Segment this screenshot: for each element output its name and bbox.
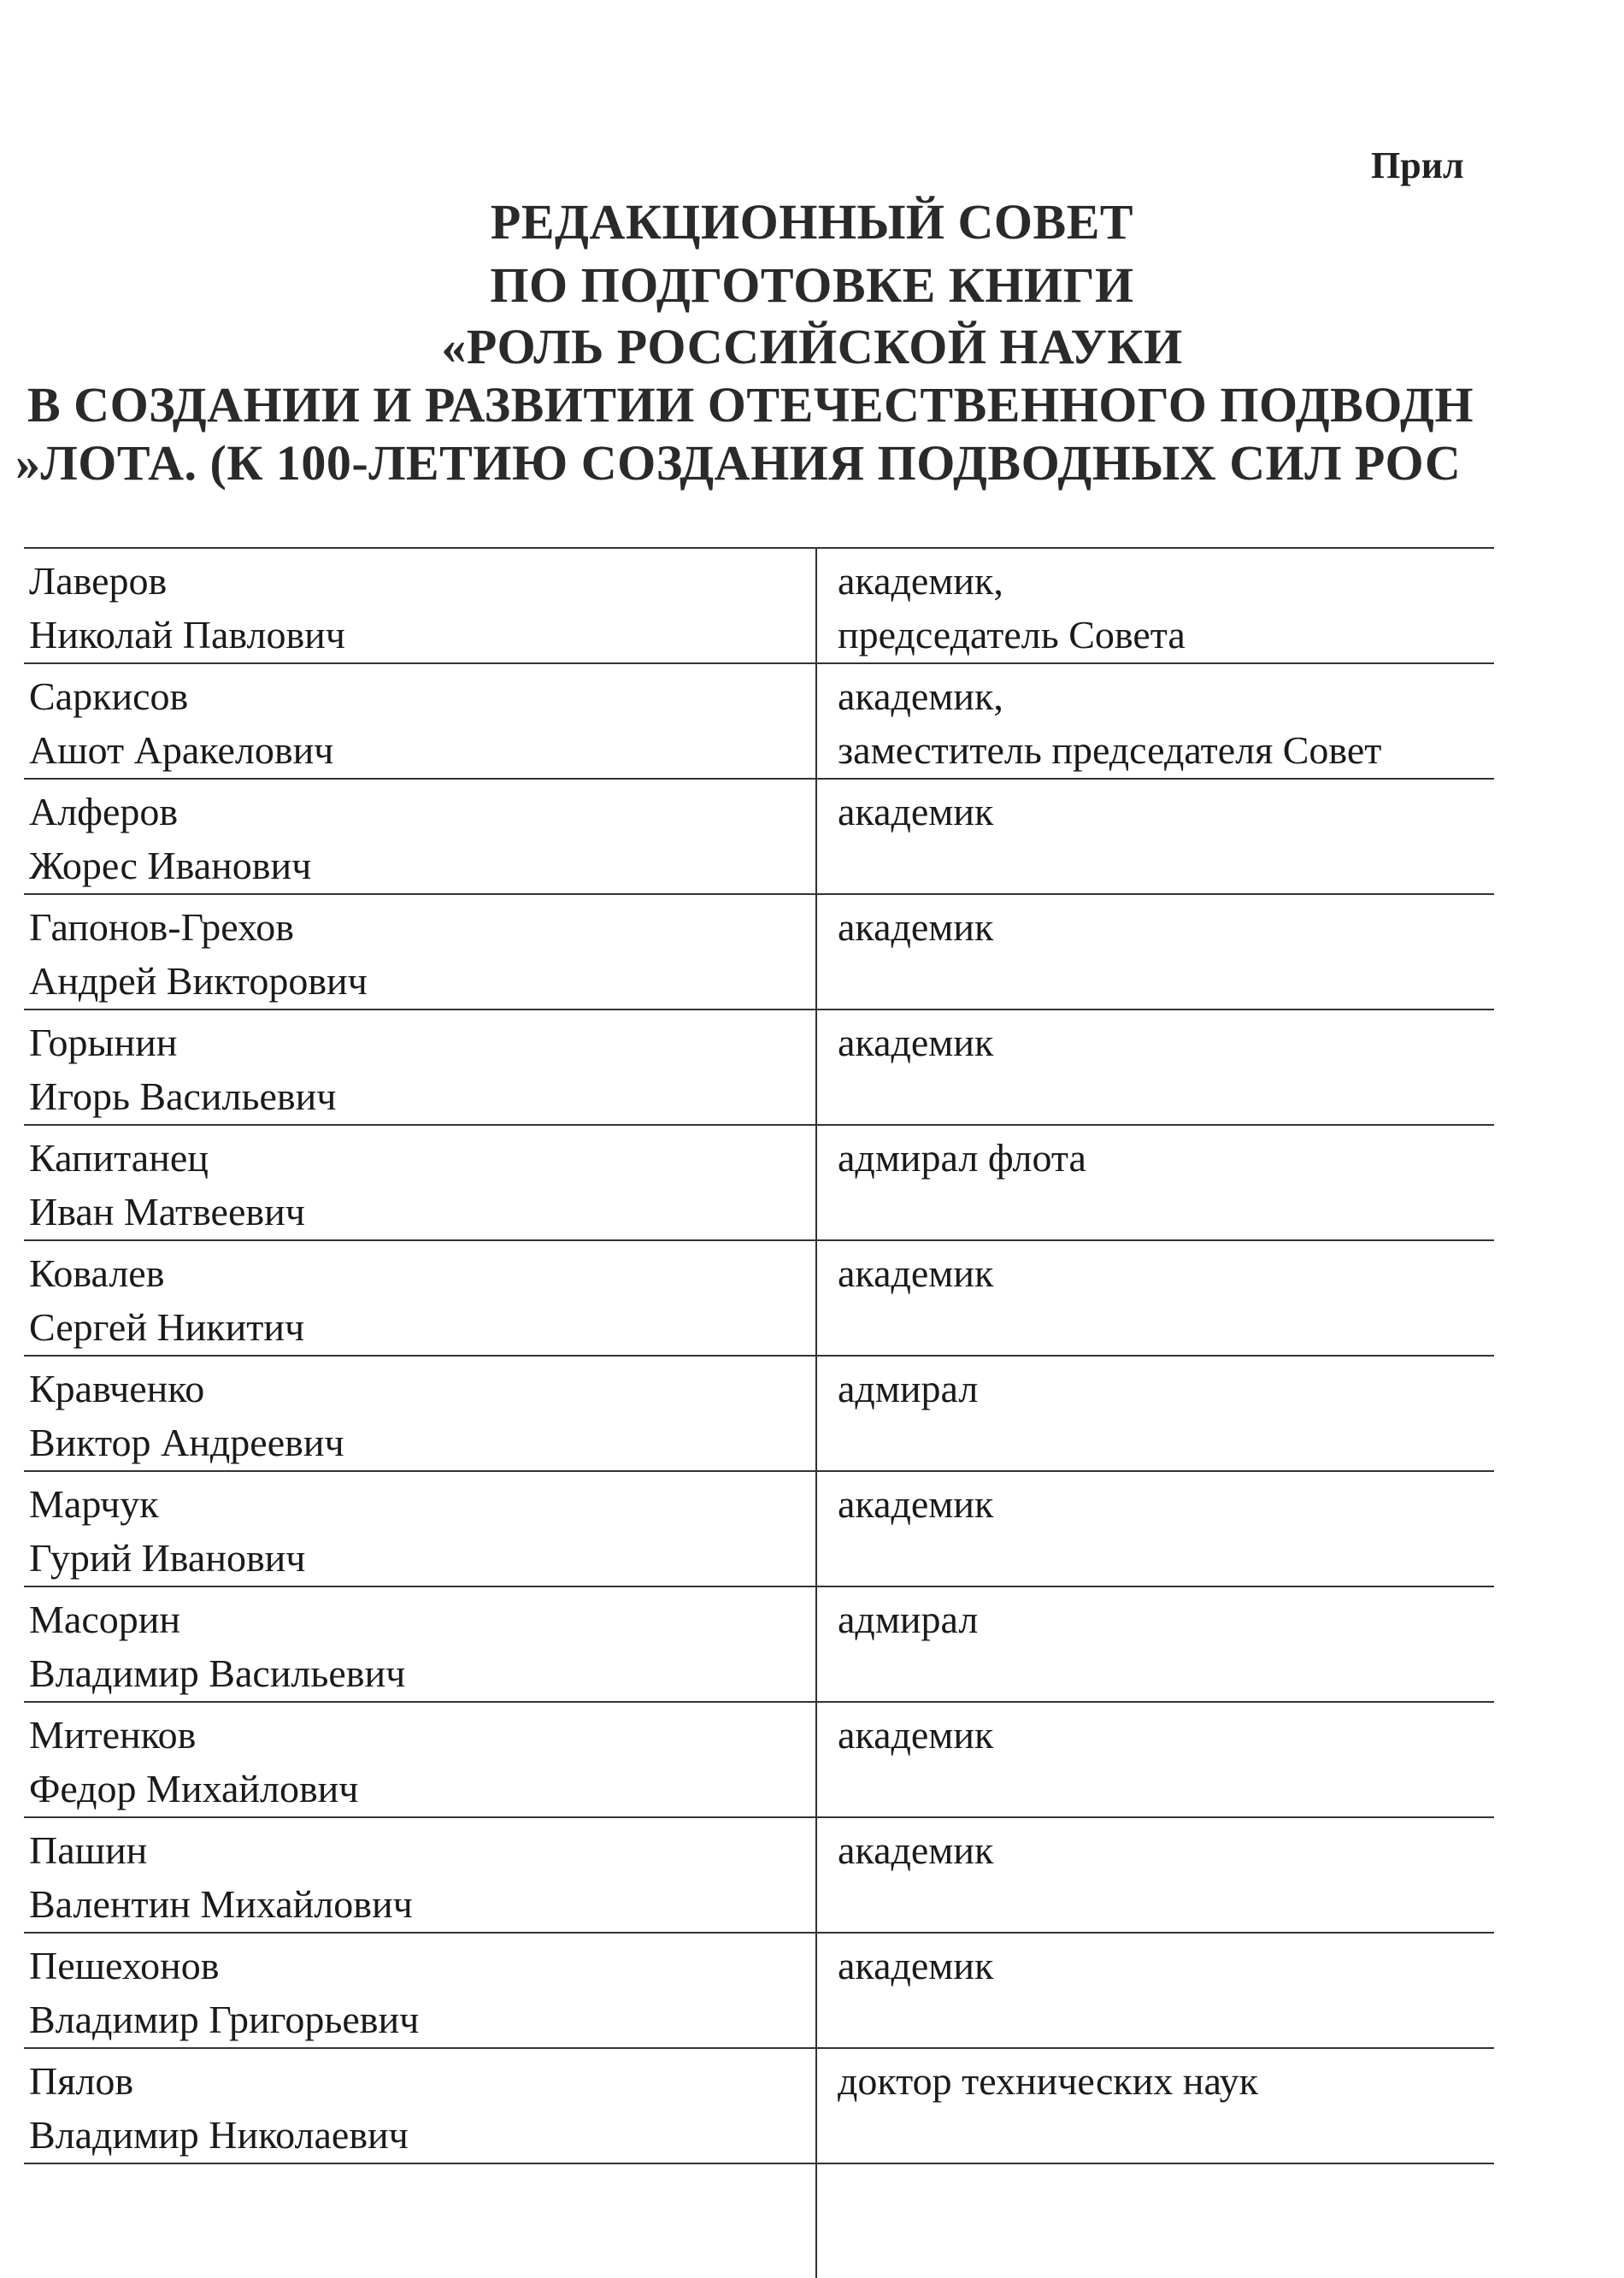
member-given-name: Николай Павлович <box>29 613 345 656</box>
member-role: адмирал флота <box>838 1136 1086 1180</box>
table-row-partial <box>24 2163 1494 2278</box>
member-name-cell <box>24 2048 816 2163</box>
member-name-cell <box>24 1010 816 1125</box>
member-role-cell <box>816 1010 1494 1125</box>
member-surname: Кравченко <box>29 1367 205 1410</box>
table-row <box>24 1586 1494 1702</box>
member-surname: Митенков <box>29 1713 197 1757</box>
member-role-cell <box>816 1356 1494 1471</box>
member-given-name: Ашот Аракелович <box>29 728 334 772</box>
table-row <box>24 1010 1494 1125</box>
member-role-cell <box>816 1240 1494 1356</box>
member-given-name: Гурий Иванович <box>29 1536 306 1580</box>
member-role: академик <box>838 1251 994 1295</box>
member-surname: Саркисов <box>29 674 189 718</box>
table-row <box>24 1933 1494 2048</box>
title-line-5: »ЛОТА. (К 100-ЛЕТИЮ СОЗДАНИЯ ПОДВОДНЫХ СИЛ РОС <box>15 435 1462 491</box>
table-row <box>24 779 1494 894</box>
member-role-cell <box>816 1471 1494 1586</box>
member-name-cell <box>24 548 816 663</box>
member-role-cell <box>816 1702 1494 1817</box>
member-name-cell <box>24 663 816 779</box>
member-role: академик <box>838 1828 994 1872</box>
member-role-cell <box>816 779 1494 894</box>
member-name-cell <box>24 1702 816 1817</box>
member-role-cell <box>816 1125 1494 1240</box>
member-surname: Алферов <box>29 790 179 833</box>
council-members-table <box>24 547 1494 2278</box>
member-surname: Капитанец <box>29 1136 209 1180</box>
title-line-4: В СОЗДАНИИ И РАЗВИТИИ ОТЕЧЕСТВЕННОГО ПОДВОДН <box>27 377 1474 433</box>
member-role: доктор технических наук <box>838 2059 1258 2103</box>
member-given-name: Жорес Иванович <box>29 844 312 887</box>
table-row <box>24 894 1494 1010</box>
member-given-name: Владимир Васильевич <box>29 1651 406 1695</box>
member-surname: Пашин <box>29 1828 148 1872</box>
member-surname: Марчук <box>29 1482 159 1526</box>
member-role-cell <box>816 1817 1494 1933</box>
member-role: академик, <box>838 674 1003 718</box>
member-surname: Лаверов <box>29 559 168 603</box>
table-row <box>24 1471 1494 1586</box>
member-role-detail: заместитель председателя Совет <box>838 728 1382 772</box>
table-row <box>24 1125 1494 1240</box>
member-role-cell <box>816 1933 1494 2048</box>
member-role: академик <box>838 790 994 833</box>
member-surname: Горынин <box>29 1021 178 1064</box>
member-given-name: Игорь Васильевич <box>29 1074 337 1118</box>
member-name-cell <box>24 1125 816 1240</box>
member-given-name: Иван Матвеевич <box>29 1190 305 1233</box>
member-name-cell <box>24 1933 816 2048</box>
member-given-name: Федор Михайлович <box>29 1767 359 1810</box>
table-row <box>24 2048 1494 2163</box>
member-surname: Пешехонов <box>29 1944 220 1987</box>
member-role-cell <box>816 1586 1494 1702</box>
title-line-3: «РОЛЬ РОССИЙСКОЙ НАУКИ <box>441 319 1183 374</box>
member-surname: Масорин <box>29 1598 180 1641</box>
table-row <box>24 548 1494 663</box>
title-line-2: ПО ПОДГОТОВКЕ КНИГИ <box>490 257 1134 313</box>
table-row <box>24 1702 1494 1817</box>
member-name-cell <box>24 1471 816 1586</box>
table-row <box>24 1817 1494 1933</box>
member-name-cell <box>24 1356 816 1471</box>
member-role-cell <box>816 2048 1494 2163</box>
member-surname: Пялов <box>29 2059 134 2103</box>
table-row <box>24 663 1494 779</box>
member-surname: Гапонов-Грехов <box>29 905 295 949</box>
member-role-cell <box>816 894 1494 1010</box>
member-given-name: Владимир Николаевич <box>29 2113 409 2157</box>
member-given-name: Андрей Викторович <box>29 959 368 1003</box>
member-given-name: Владимир Григорьевич <box>29 1998 420 2041</box>
member-name-cell <box>24 1817 816 1933</box>
member-role-cell <box>816 663 1494 779</box>
member-name-cell <box>24 779 816 894</box>
member-role-detail: председатель Совета <box>838 613 1186 656</box>
member-role: академик <box>838 905 994 949</box>
member-role: академик <box>838 1021 994 1064</box>
member-name-cell <box>24 1240 816 1356</box>
member-surname: Ковалев <box>29 1251 165 1295</box>
table-row <box>24 1356 1494 1471</box>
member-role: академик <box>838 1482 994 1526</box>
member-given-name: Сергей Никитич <box>29 1305 305 1349</box>
appendix-label: Прил <box>1371 144 1464 186</box>
member-name-cell <box>24 1586 816 1702</box>
member-role: академик <box>838 1944 994 1987</box>
member-given-name: Валентин Михайлович <box>29 1882 413 1926</box>
member-role: адмирал <box>838 1598 979 1641</box>
member-role: академик, <box>838 559 1003 603</box>
member-role: адмирал <box>838 1367 979 1410</box>
title-line-1: РЕДАКЦИОННЫЙ СОВЕТ <box>490 194 1134 250</box>
table-row <box>24 1240 1494 1356</box>
member-name-cell-cut-off <box>24 2163 816 2278</box>
member-role-cell-cut-off <box>816 2163 1494 2278</box>
member-name-cell <box>24 894 816 1010</box>
member-given-name: Виктор Андреевич <box>29 1421 344 1464</box>
member-role-cell <box>816 548 1494 663</box>
member-role: академик <box>838 1713 994 1757</box>
